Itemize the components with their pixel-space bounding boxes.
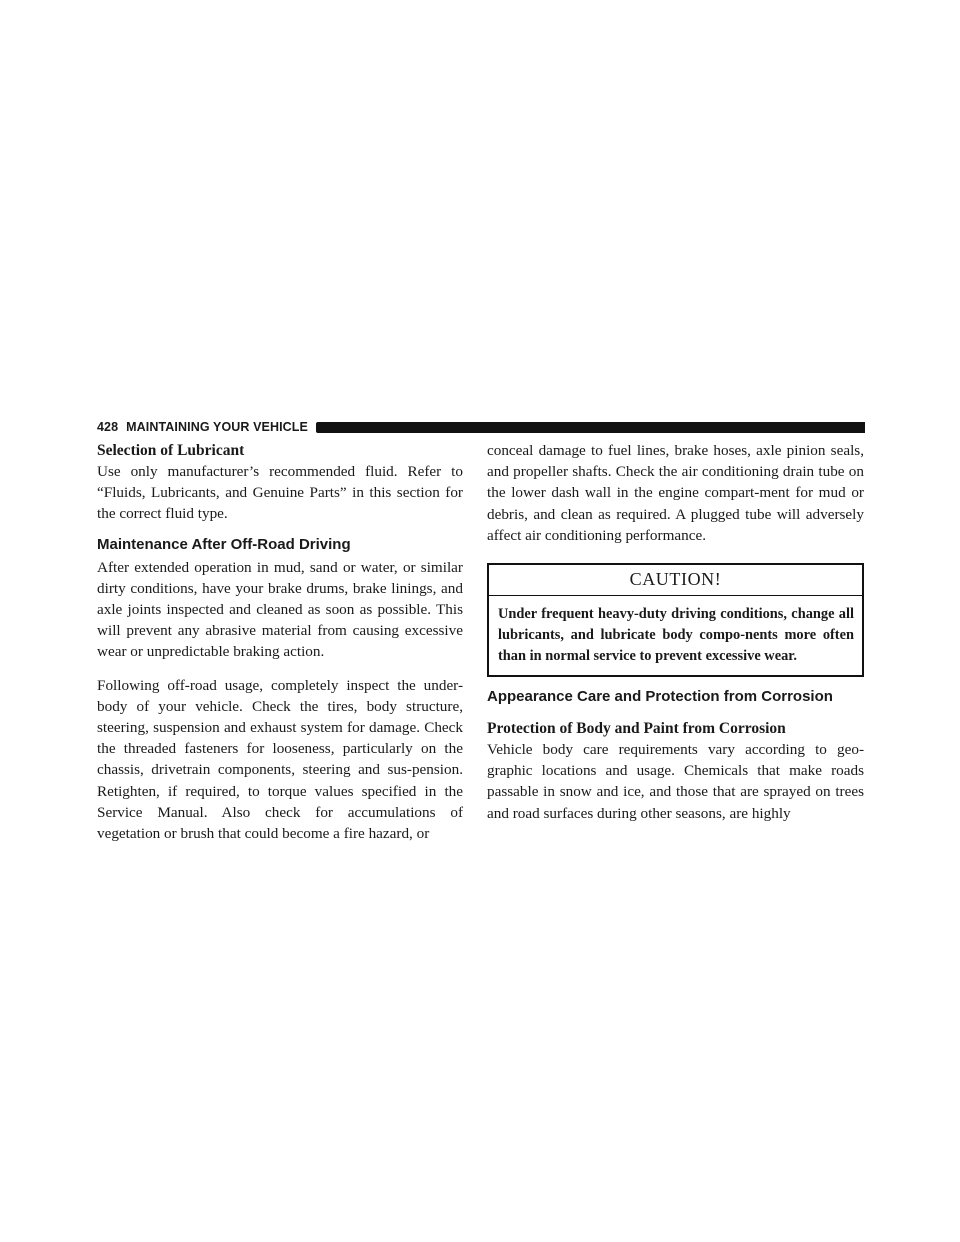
offroad-paragraph-2: Following off-road usage, completely inspect the under-body of your vehicle. Check the tires, body structure, steering, suspension and exhaust system for damage. Check the threaded fasteners for looseness, particularly on the chassis, drivetrain components, steering and sus-pension. Retighten, if required, to torque values specified in the Service Manual. Also check for accumulations of vegetation or brush that could become a fire hazard, or [97, 676, 463, 843]
selection-of-lubricant-heading: Selection of Lubricant [97, 442, 245, 459]
caution-title: CAUTION! [489, 565, 862, 596]
page-header [97, 418, 865, 436]
protection-heading: Protection of Body and Paint from Corrosion [487, 720, 786, 738]
left-column [97, 440, 463, 844]
appearance-care-heading: Appearance Care and Protection from Corrosion [487, 688, 833, 706]
offroad-maintenance-heading: Maintenance After Off-Road Driving [97, 535, 351, 553]
header-rule [316, 422, 865, 433]
offroad-continued-text: conceal damage to fuel lines, brake hoses, axle pinion seals, and propeller shafts. Check the air conditioning drain tube on the lower dash wall in the engine compart-ment for mud or debris, and clean as required. A plugged tube will adversely affect air conditioning performance. [487, 442, 864, 544]
selection-of-lubricant-text: Use only manufacturer’s recommended fluid. Refer to “Fluids, Lubricants, and Genuine Parts” in this section for the correct fluid type. [97, 463, 463, 523]
caution-text: Under frequent heavy-duty driving conditions, change all lubricants, and lubricate body compo-nents more often than in normal service to prevent excessive wear. [498, 606, 854, 665]
section-title: MAINTAINING YOUR VEHICLE [126, 420, 308, 434]
right-column [487, 440, 864, 824]
protection-text: Vehicle body care requirements vary according to geo-graphic locations and usage. Chemicals that make roads passable in snow and ice, and those that are sprayed on trees and road surfaces during other seasons, are highly [487, 741, 864, 822]
page-number: 428 [97, 420, 119, 434]
caution-box [487, 563, 864, 677]
offroad-paragraph-1: After extended operation in mud, sand or water, or similar dirty conditions, have your brake drums, brake linings, and axle joints inspected and cleaned as soon as possible. This will prevent any abrasive material from causing excessive wear or unpredictable braking action. [97, 558, 463, 661]
